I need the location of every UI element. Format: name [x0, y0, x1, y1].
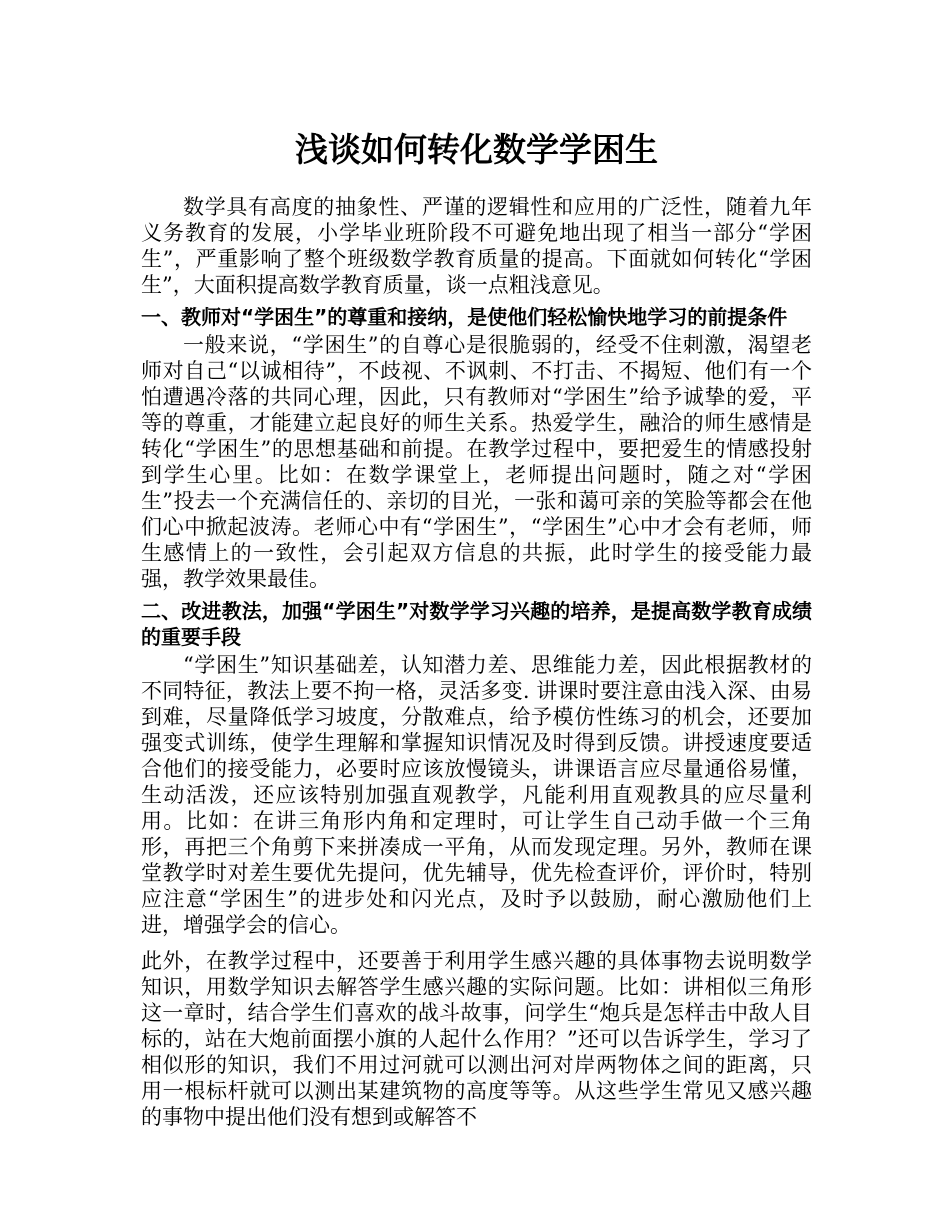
- section-2-heading: 二、改进教法，加强“学困生”对数学学习兴趣的培养，是提高数学教育成绩的重要手段: [141, 599, 812, 649]
- section-1-paragraph: 一般来说，“学困生”的自尊心是很脆弱的，经受不住刺激，渴望老师对自己“以诚相待”，不歧视、不讽刺、不打击、不揭短、他们有一个怕遭遇冷落的共同心理，因此，只有教师对“学困生”给予诚挚的爱，平等的尊重，才能建立起良好的师生关系。热爱学生，融洽的师生感情是转化“学困生”的思想基础和前提。在教学过程中，要把爱生的情感投射到学生心里。比如：在数学课堂上，老师提出问题时，随之对“学困生”投去一个充满信任的、亲切的目光，一张和蔼可亲的笑脸等都会在他们心中掀起波涛。老师心中有“学困生”，“学困生”心中才会有老师，师生感情上的一致性，会引起双方信息的共振，此时学生的接受能力最强，教学效果最佳。: [141, 333, 812, 591]
- intro-paragraph: 数学具有高度的抽象性、严谨的逻辑性和应用的广泛性，随着九年义务教育的发展，小学毕业班阶段不可避免地出现了相当一部分“学困生”，严重影响了整个班级数学教育质量的提高。下面就如何转化“学困生”，大面积提高数学教育质量，谈一点粗浅意见。: [141, 195, 812, 297]
- document-page: [141, 128, 812, 1130]
- section-2-paragraph-1: “学困生”知识基础差，认知潜力差、思维能力差，因此根据教材的不同特征，教法上要不拘一格，灵活多变. 讲课时要注意由浅入深、由易到难，尽量降低学习坡度，分散难点，给予模仿性练习的机会，还要加强变式训练，使学生理解和掌握知识情况及时得到反馈。讲授速度要适合他们的接受能力，必要时应该放慢镜头，讲课语言应尽量通俗易懂，生动活泼，还应该特别加强直观教学，凡能利用直观教具的应尽量利用。比如：在讲三角形内角和定理时，可让学生自己动手做一个三角形，再把三个角剪下来拼凑成一平角，从而发现定理。另外，教师在课堂教学时对差生要优先提问，优先辅导，优先检查评价，评价时，特别应注意“学困生”的进步处和闪光点，及时予以鼓励，耐心激励他们上进，增强学会的信心。: [141, 653, 812, 937]
- section-2-paragraph-2: 此外，在教学过程中，还要善于利用学生感兴趣的具体事物去说明数学知识，用数学知识去解答学生感兴趣的实际问题。比如：讲相似三角形这一章时，结合学生们喜欢的战斗故事，问学生“炮兵是怎样击中敌人目标的，站在大炮前面摆小旗的人起什么作用？”还可以告诉学生，学习了相似形的知识，我们不用过河就可以测出河对岸两物体之间的距离，只用一根标杆就可以测出某建筑物的高度等等。从这些学生常见又感兴趣的事物中提出他们没有想到或解答不: [141, 949, 812, 1129]
- document-title: 浅谈如何转化数学学困生: [295, 130, 658, 169]
- section-1-heading: 一、教师对“学困生”的尊重和接纳，是使他们轻松愉快地学习的前提条件: [141, 305, 788, 329]
